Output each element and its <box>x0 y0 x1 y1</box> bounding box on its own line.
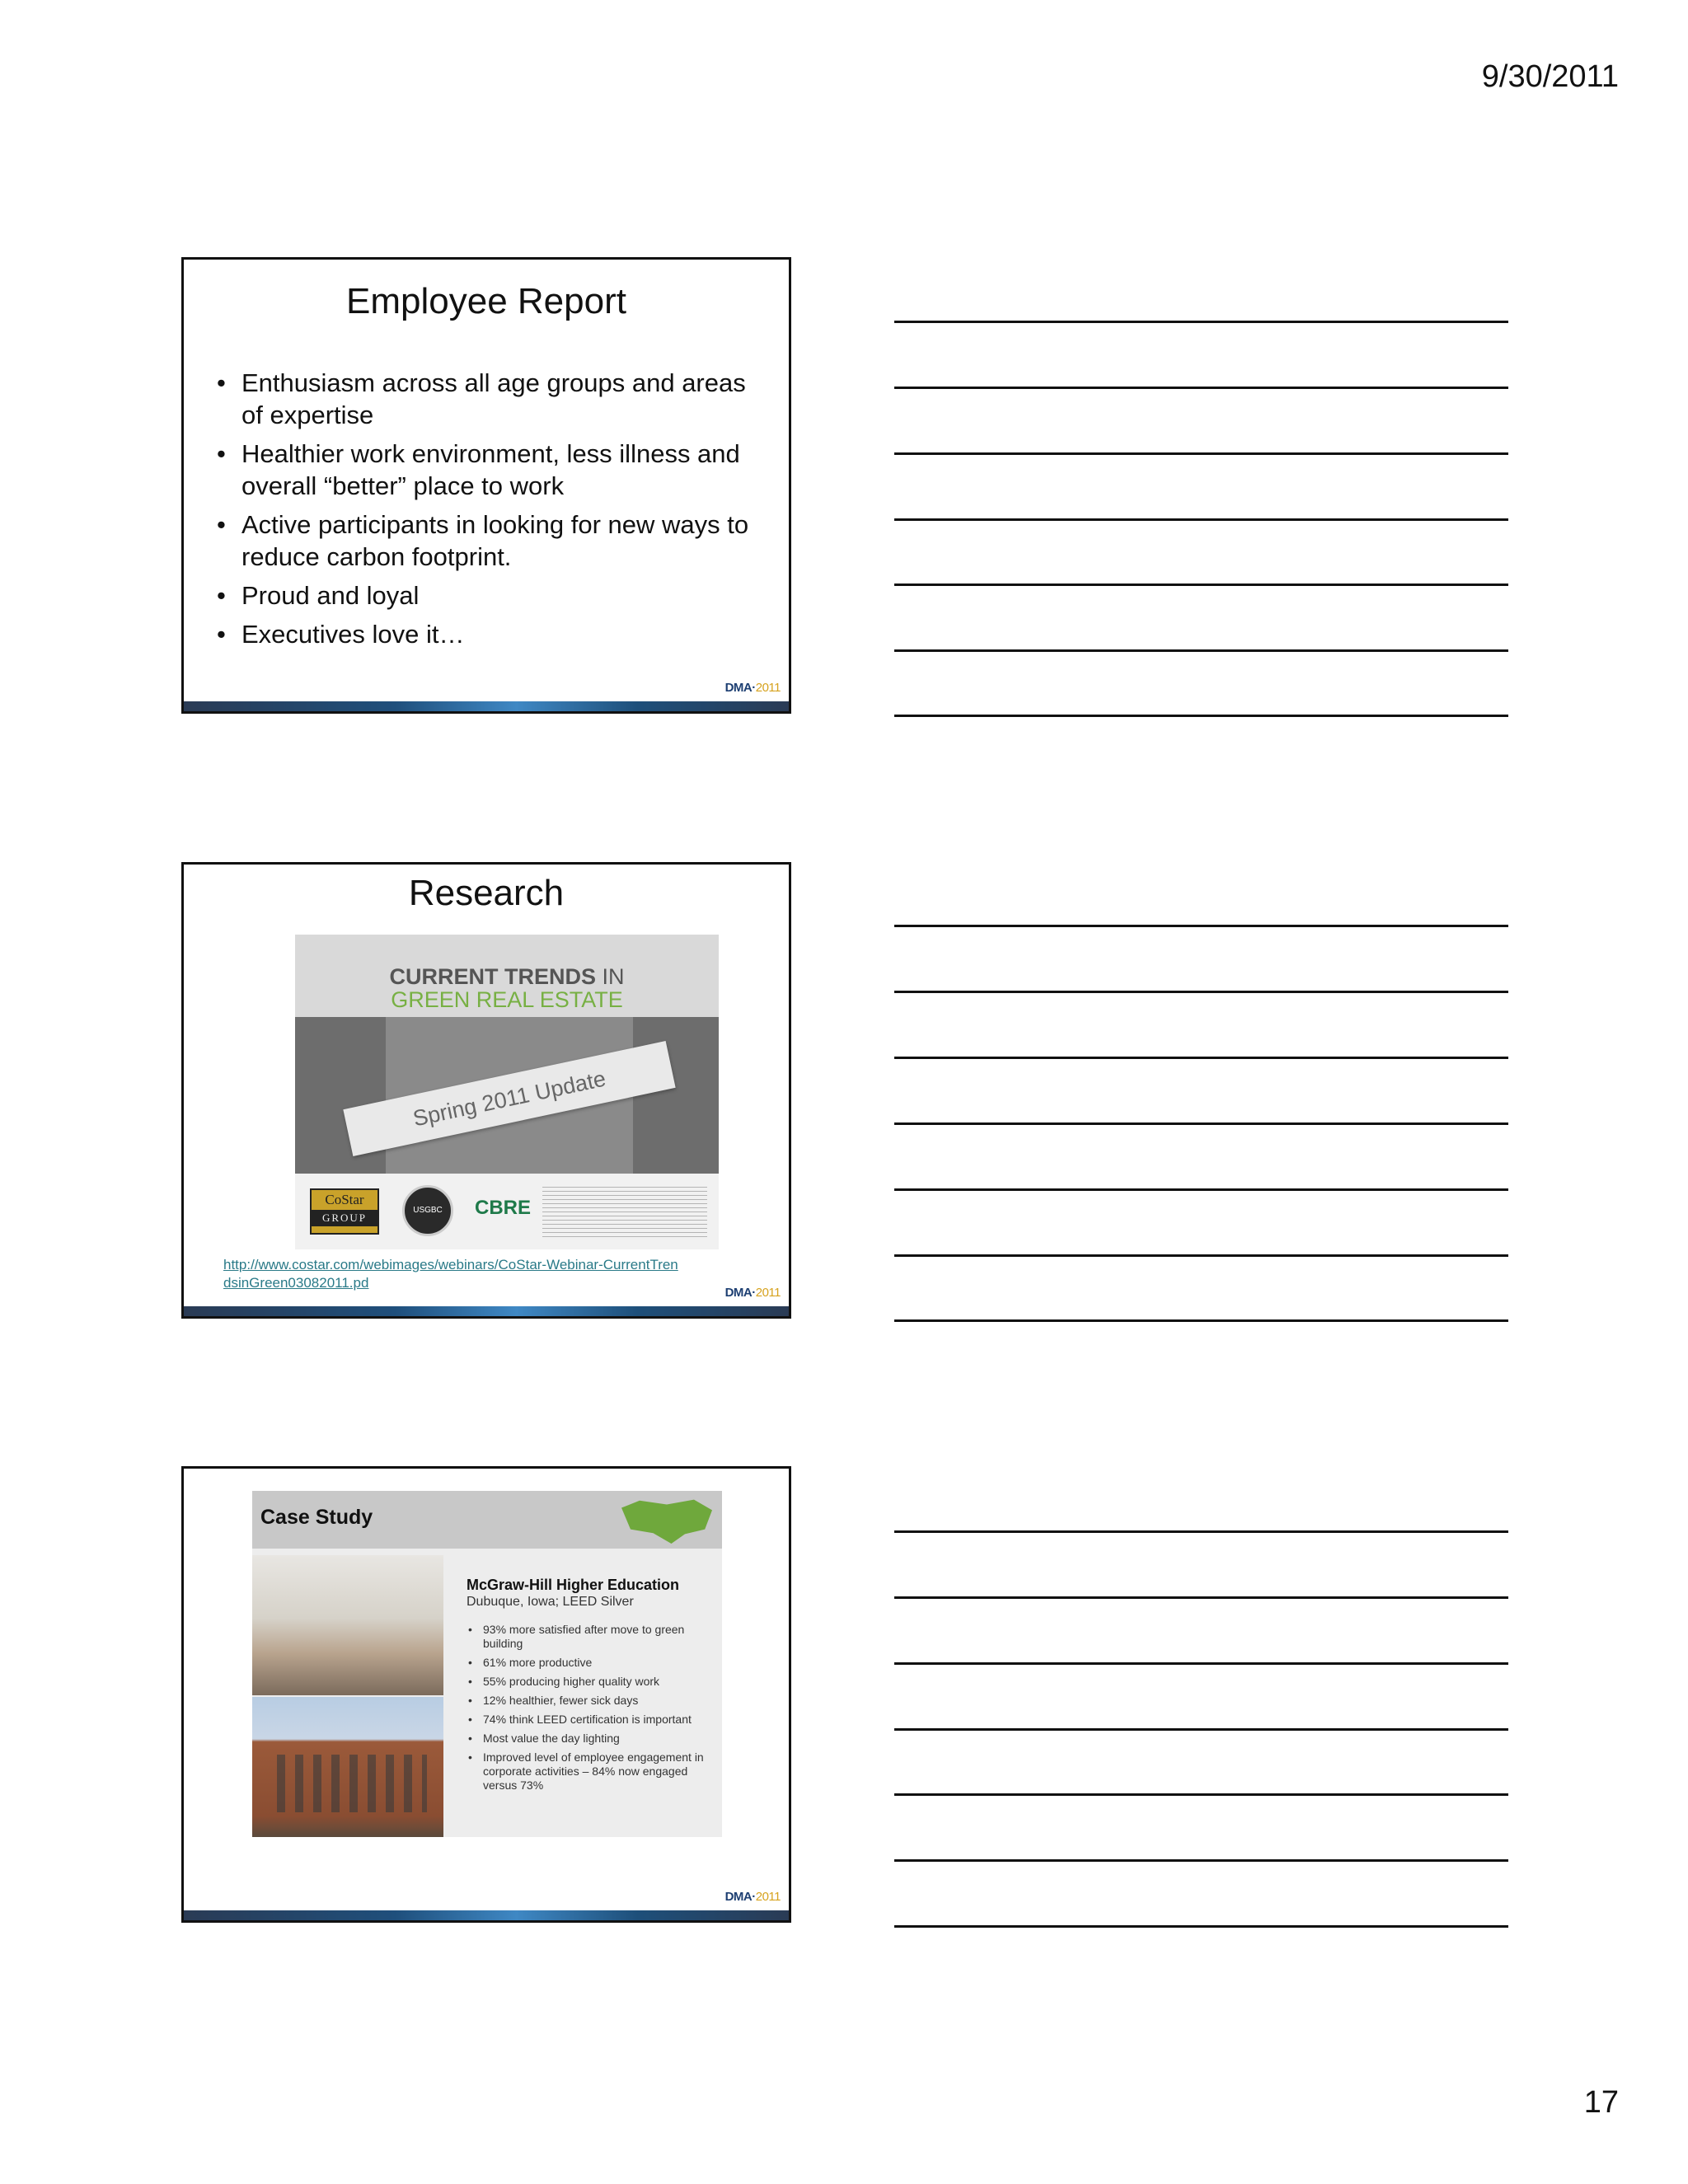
note-line <box>894 925 1508 927</box>
bullet-item: • Healthier work environment, less illness and overall “better” place to work <box>217 438 764 502</box>
bullet-item: • Active participants in looking for new ways to reduce carbon footprint. <box>217 509 764 573</box>
cbre-logo: CBRE <box>475 1197 532 1219</box>
bullet-item: • Proud and loyal <box>217 579 764 612</box>
fine-print <box>542 1187 707 1238</box>
cover-ribbon: Spring 2011 Update <box>343 1041 675 1156</box>
note-line <box>894 1319 1508 1322</box>
bullet-item: • 55% producing higher quality work <box>467 1675 714 1689</box>
report-cover-image <box>295 935 719 1249</box>
cover-title-line2: GREEN REAL ESTATE <box>391 987 623 1012</box>
office-interior-photo <box>252 1555 443 1695</box>
note-line <box>894 1188 1508 1191</box>
bullet-item: • Enthusiasm across all age groups and areas of expertise <box>217 367 764 431</box>
bullet-item: • 12% healthier, fewer sick days <box>467 1694 714 1708</box>
note-line <box>894 1254 1508 1257</box>
note-line <box>894 583 1508 586</box>
note-line <box>894 1662 1508 1665</box>
note-line <box>894 1728 1508 1731</box>
bullet-item: • 93% more satisfied after move to green building <box>467 1623 714 1651</box>
dma-logo: DMA·2011 <box>724 681 781 695</box>
note-line <box>894 1596 1508 1599</box>
note-line <box>894 1530 1508 1533</box>
note-line <box>894 1925 1508 1928</box>
bullet-item: • 74% think LEED certification is important <box>467 1713 714 1727</box>
dma-logo: DMA·2011 <box>724 1286 781 1300</box>
slide-case-study <box>181 1466 791 1923</box>
slide-research <box>181 862 791 1319</box>
bullet-item: • 61% more productive <box>467 1656 714 1670</box>
slide-footer-bar <box>184 1306 789 1316</box>
case-study-label: Case Study <box>260 1506 373 1529</box>
costar-logo: CoStar GROUP <box>310 1188 379 1235</box>
slide-footer-bar <box>184 1910 789 1920</box>
note-line <box>894 452 1508 455</box>
company-location: Dubuque, Iowa; LEED Silver <box>467 1595 634 1609</box>
case-study-image <box>252 1491 722 1837</box>
slide-footer-bar <box>184 701 789 711</box>
building-exterior-photo <box>252 1697 443 1837</box>
note-line <box>894 518 1508 521</box>
note-line <box>894 1057 1508 1059</box>
note-line <box>894 321 1508 323</box>
note-line <box>894 649 1508 652</box>
note-line <box>894 1859 1508 1862</box>
dma-logo: DMA·2011 <box>724 1890 781 1904</box>
bullet-list <box>217 367 764 657</box>
page-number: 17 <box>1583 2085 1619 2120</box>
page-date: 9/30/2011 <box>1481 59 1619 94</box>
cover-title-line1: CURRENT TRENDS IN <box>389 964 625 989</box>
note-line <box>894 715 1508 717</box>
slide-title: Employee Report <box>346 281 626 321</box>
bullet-item: • Executives love it… <box>217 618 764 650</box>
case-study-bullets <box>467 1623 714 1797</box>
slide-title: Research <box>408 873 565 913</box>
note-line <box>894 387 1508 389</box>
bullet-item: • Improved level of employee engagement in corporate activities – 84% now engaged versus 73% <box>467 1750 714 1793</box>
note-line <box>894 1122 1508 1125</box>
note-line <box>894 991 1508 993</box>
slide-employee-report <box>181 257 791 714</box>
usgbc-logo: USGBC <box>402 1185 453 1236</box>
source-link[interactable]: http://www.costar.com/webimages/webinars/CoStar-Webinar-CurrentTrendsinGreen03082011.pd <box>223 1257 678 1291</box>
bullet-item: • Most value the day lighting <box>467 1732 714 1746</box>
note-line <box>894 1793 1508 1796</box>
company-name: McGraw-Hill Higher Education <box>467 1577 680 1593</box>
